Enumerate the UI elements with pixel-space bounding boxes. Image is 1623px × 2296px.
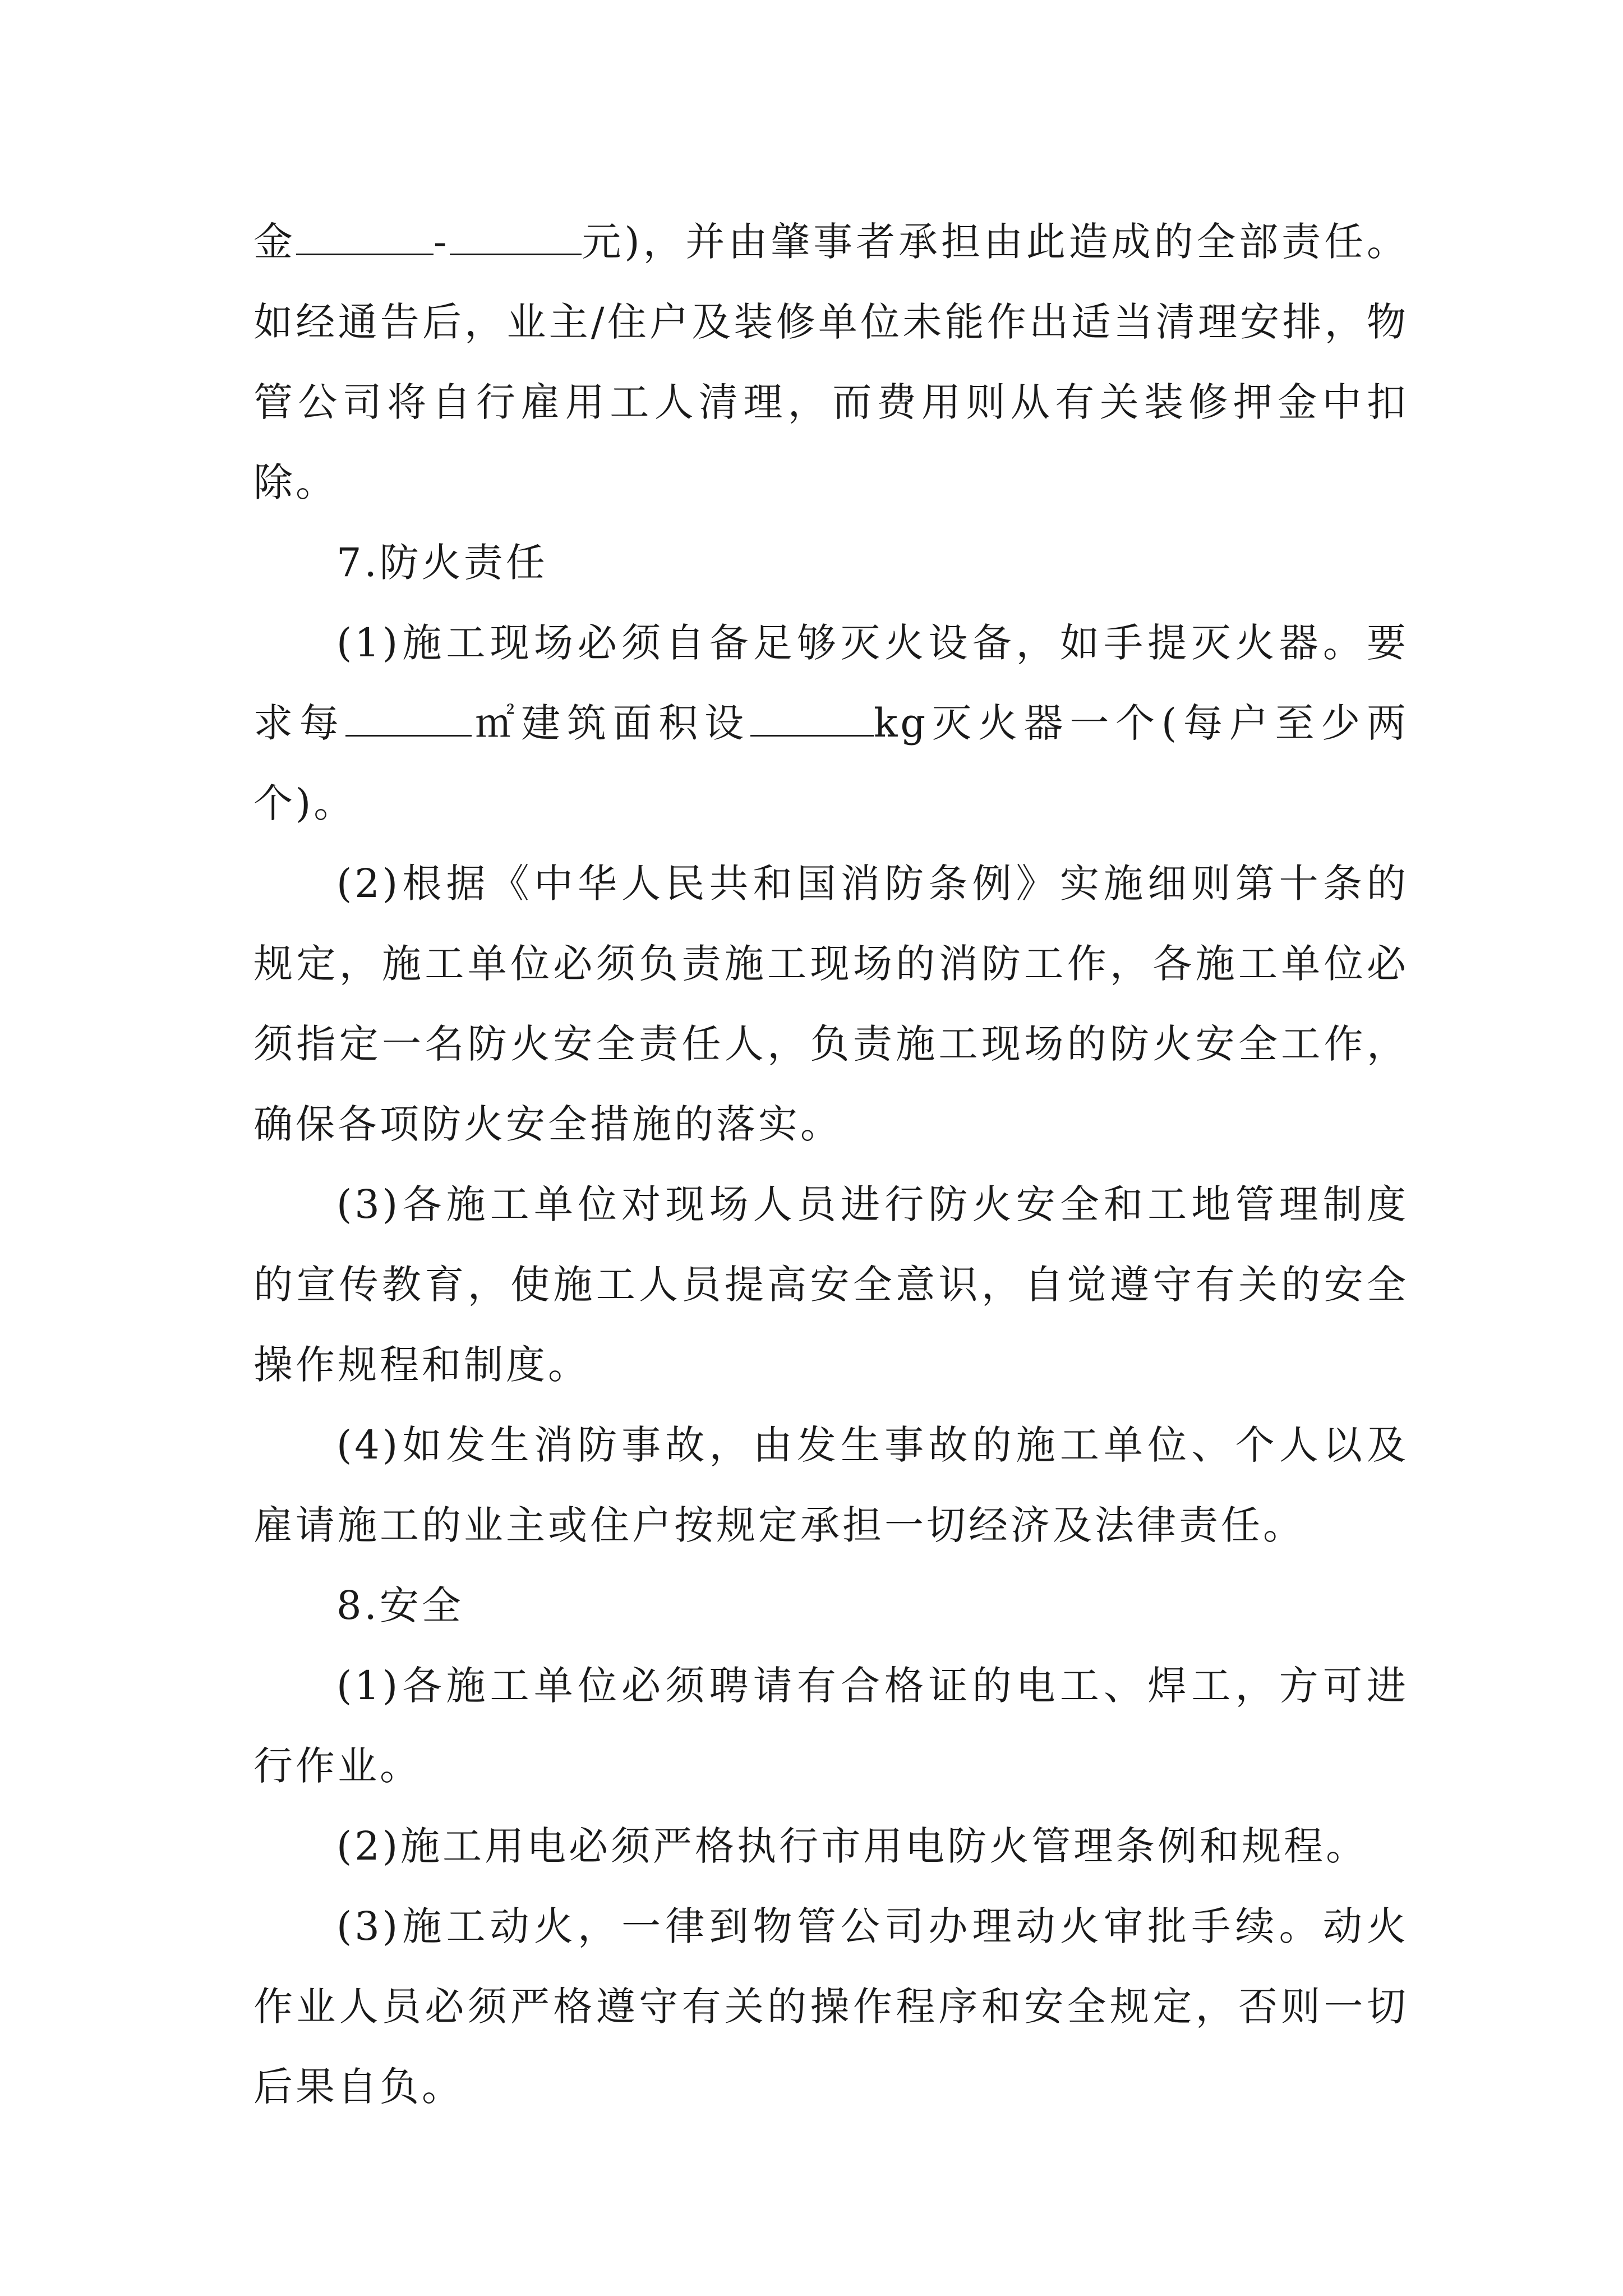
blank-field-weight bbox=[750, 702, 874, 737]
paragraph-certified-workers: (1)各施工单位必须聘请有合格证的电工、焊工，方可进行作业。 bbox=[253, 1663, 1409, 1789]
document-body bbox=[253, 202, 1409, 2127]
text-segment: (1)施工现场必须自备足够灭火设备，如手提灭火器。要求每 bbox=[253, 620, 1409, 746]
text-segment: 金 bbox=[253, 219, 296, 265]
blank-field-amount-max bbox=[450, 221, 582, 255]
text-segment: - bbox=[433, 219, 450, 265]
text-segment: 元)，并由肇事者承担由此造成的全部责任。如经通告后，业主/住户及装修单位未能作出适当清理安排，物管公司将自行雇用工人清理，而费用则从有关装修押金中扣除。 bbox=[253, 219, 1409, 505]
paragraph-fire-accident-liability: (4)如发生消防事故，由发生事故的施工单位、个人以及雇请施工的业主或住户按规定承担一切经济及法律责任。 bbox=[253, 1422, 1409, 1548]
paragraph-fire-equipment bbox=[253, 603, 1409, 844]
section-heading-safety: 8.安全 bbox=[336, 1582, 464, 1628]
blank-field-amount-min bbox=[296, 221, 434, 255]
paragraph-electricity-rules: (2)施工用电必须严格执行市用电防火管理条例和规程。 bbox=[336, 1823, 1368, 1869]
section-heading-fire-responsibility: 7.防火责任 bbox=[336, 540, 548, 586]
text-segment: ㎡建筑面积设 bbox=[471, 700, 750, 746]
paragraph-deposit-cleanup bbox=[253, 202, 1409, 523]
text-segment: kg灭火器一个(每户至少两个)。 bbox=[253, 700, 1409, 826]
blank-field-area bbox=[345, 702, 472, 737]
paragraph-hot-work-approval: (3)施工动火，一律到物管公司办理动火审批手续。动火作业人员必须严格遵守有关的操作程序和安全规定，否则一切后果自负。 bbox=[253, 1903, 1409, 2110]
paragraph-fire-regulation: (2)根据《中华人民共和国消防条例》实施细则第十条的规定，施工单位必须负责施工现场的消防工作，各施工单位必须指定一名防火安全责任人，负责施工现场的防火安全工作，确保各项防火安全措施的落实。 bbox=[253, 861, 1409, 1147]
paragraph-fire-education: (3)各施工单位对现场人员进行防火安全和工地管理制度的宣传教育，使施工人员提高安全意识，自觉遵守有关的安全操作规程和制度。 bbox=[253, 1181, 1409, 1388]
